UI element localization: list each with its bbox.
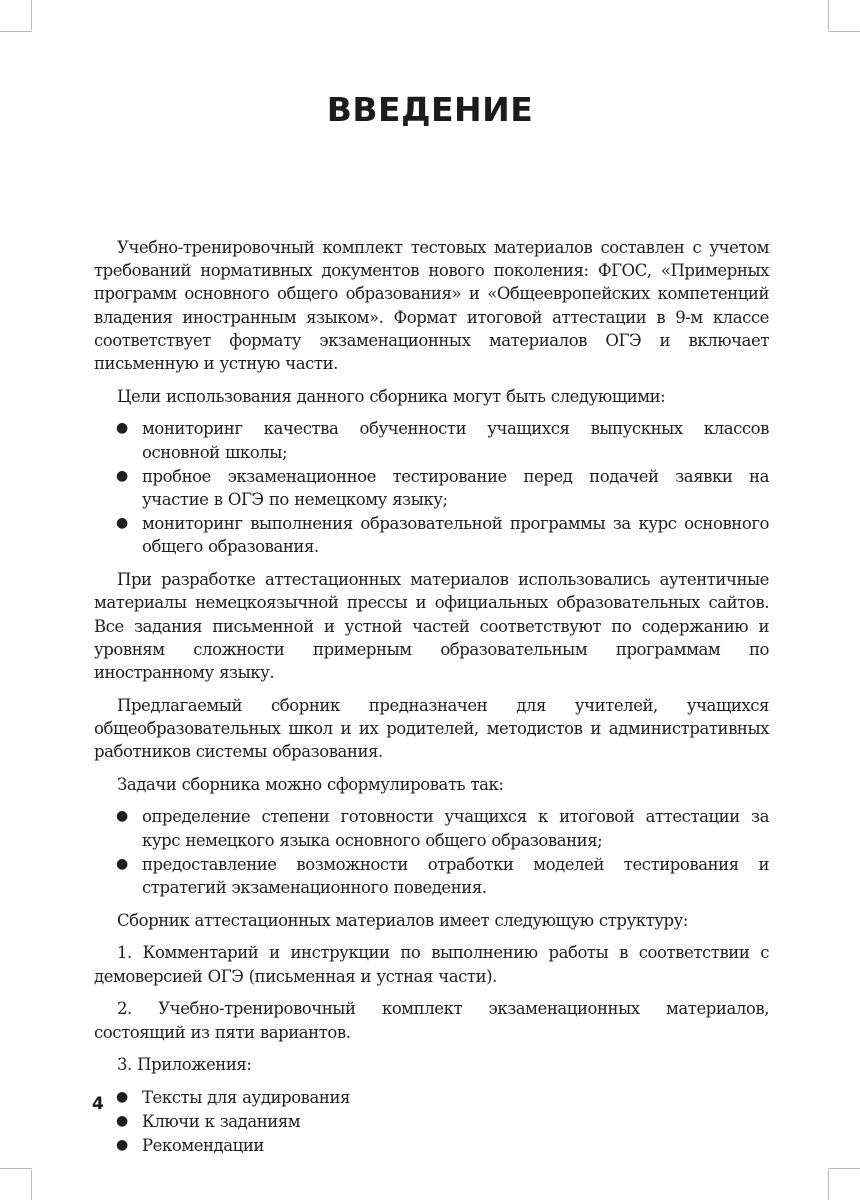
paragraph-audience: Предлагаемый сборник предназначен для учителей, учащихся общеобразовательных школ и их родителей, методистов и административных работников системы образования. (94, 695, 769, 762)
paragraph-structure-2: 2. Учебно-тренировочный комплект экзаменационных материалов, состоящий из пяти вариантов. (94, 999, 769, 1042)
list-item: ● Тексты для аудирования (94, 1086, 769, 1109)
paragraph-structure-lead: Сборник аттестационных материалов имеет следующую структуру: (117, 910, 689, 930)
paragraph-goals-lead: Цели использования данного сборника могут быть следующими: (117, 386, 666, 406)
bullet-icon: ● (116, 1113, 128, 1130)
crop-mark (31, 0, 32, 30)
crop-mark (31, 1170, 32, 1200)
paragraph-structure-3: 3. Приложения: (117, 1055, 252, 1075)
body-text (94, 236, 769, 1167)
goals-list (94, 417, 769, 558)
page-number: 4 (92, 1094, 104, 1114)
crop-mark (828, 31, 860, 32)
page-title: ВВЕДЕНИЕ (326, 90, 534, 129)
bullet-icon: ● (116, 420, 128, 437)
bullet-icon: ● (116, 1089, 128, 1105)
paragraph-tasks-lead: Задачи сборника можно сформулировать так: (117, 774, 504, 794)
crop-mark (828, 0, 829, 30)
paragraph-intro: Учебно-тренировочный комплект тестовых материалов составлен с учетом требований нормативных документов нового поколения: ФГОС, «Примерных программ основного общего образования» и «Общеевропейских компетенций владения иностранным языком». Формат итоговой аттестации в 9-м классе соответствует формату экзаменационных материалов ОГЭ и включает письменную и устную части. (94, 238, 769, 374)
crop-mark (828, 1168, 860, 1169)
tasks-list (94, 805, 769, 899)
bullet-icon: ● (116, 1137, 128, 1154)
paragraph-materials: При разработке аттестационных материалов использовались аутентичные материалы немецкоязычной прессы и официальных образовательных сайтов. Все задания письменной и устной частей соответствуют по содержанию и уровням сложности примерным образовательным программам по иностранному языку. (94, 570, 769, 682)
list-item: ● определение степени готовности учащихся к итоговой аттестации за курс немецкого языка основного общего образования; (116, 807, 769, 850)
bullet-icon: ● (116, 515, 128, 532)
paragraph-structure-1: 1. Комментарий и инструкции по выполнению работы в соответствии с демоверсией ОГЭ (письменная и устная части). (94, 943, 769, 986)
bullet-icon: ● (116, 467, 128, 484)
appendix-list (94, 1086, 769, 1158)
list-item: ● мониторинг качества обученности учащихся выпускных классов основной школы; (116, 419, 769, 462)
list-item: ● мониторинг выполнения образовательной программы за курс основного общего образования. (116, 514, 769, 557)
bullet-icon: ● (116, 855, 128, 872)
crop-mark (0, 31, 32, 32)
crop-mark (828, 1170, 829, 1200)
bullet-icon: ● (116, 808, 128, 825)
list-item: ● Ключи к заданиям (94, 1110, 769, 1133)
list-item: ● Рекомендации (94, 1134, 769, 1157)
list-item: ● пробное экзаменационное тестирование перед подачей заявки на участие в ОГЭ по немецкому языку; (116, 466, 769, 510)
crop-mark (0, 1168, 32, 1169)
list-item: ● предоставление возможности отработки моделей тестирования и стратегий экзаменационного поведения. (116, 854, 769, 898)
